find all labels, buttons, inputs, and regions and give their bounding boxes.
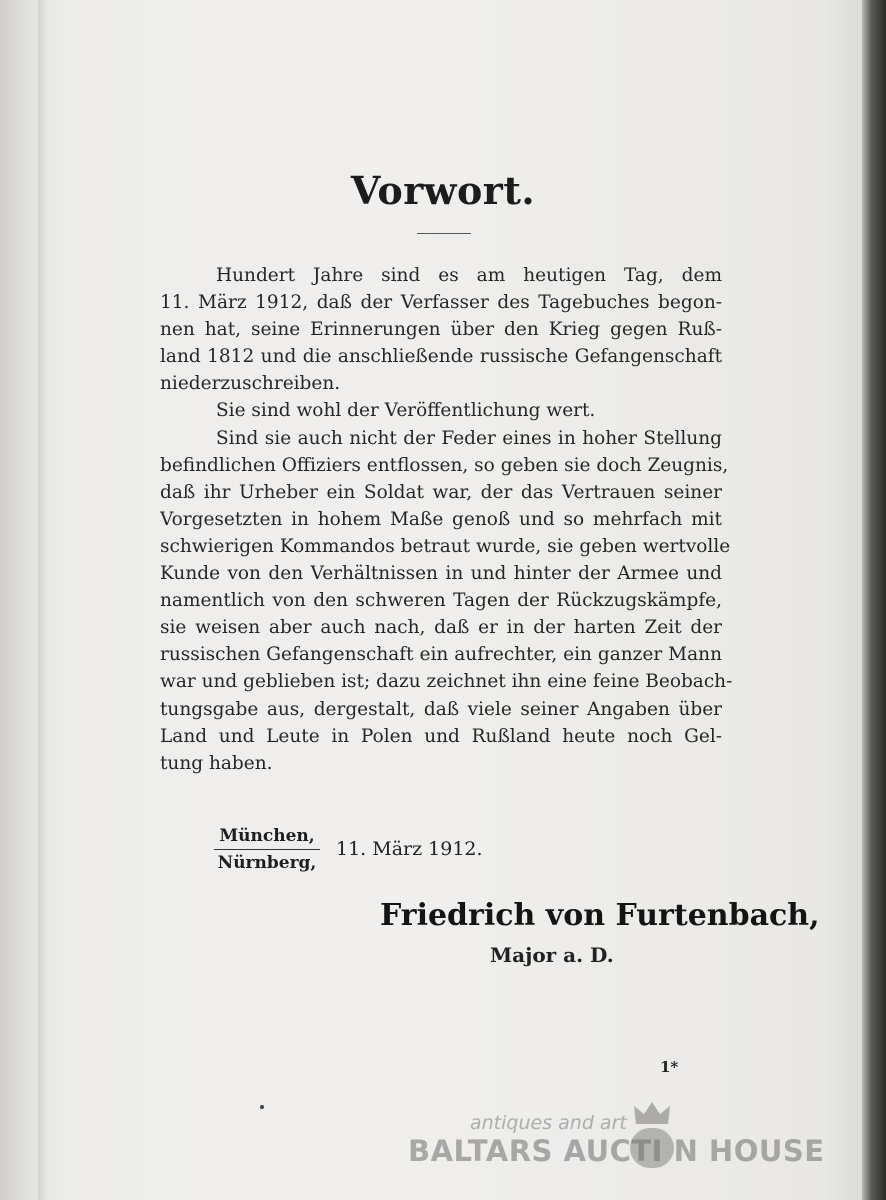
text-line: land 1812 und die anschließende russische Gefangenschaft bbox=[160, 346, 722, 368]
author-name: Friedrich von Furtenbach, bbox=[380, 898, 820, 933]
page-title: Vorwort. bbox=[350, 168, 536, 213]
watermark-tagline: antiques and art bbox=[470, 1112, 627, 1134]
watermark-brand: BALTARS AUCTI N HOUSE bbox=[408, 1134, 825, 1168]
text-line: niederzuschreiben. bbox=[160, 373, 341, 395]
crown-icon bbox=[632, 1100, 672, 1130]
text-line: nen hat, seine Erinnerungen über den Krieg gegen Ruß- bbox=[160, 319, 722, 341]
text-line: Kunde von den Verhältnissen in und hinter der Armee und bbox=[160, 563, 722, 585]
text-line: sie weisen aber auch nach, daß er in der harten Zeit der bbox=[160, 617, 722, 639]
text-line: namentlich von den schweren Tagen der Rückzugskämpfe, bbox=[160, 590, 722, 612]
text-line: war und geblieben ist; dazu zeichnet ihn eine feine Beobach- bbox=[160, 671, 733, 693]
text-line: daß ihr Urheber ein Soldat war, der das Vertrauen seiner bbox=[160, 481, 722, 503]
text-line: Vorgesetzten in hohem Maße genoß und so mehrfach mit bbox=[160, 508, 722, 530]
text-line: russischen Gefangenschaft ein aufrechter, ein ganzer Mann bbox=[160, 644, 722, 666]
text-line: 11. März 1912, daß der Verfasser des Tagebuches begon- bbox=[160, 292, 722, 314]
book-cover-edge bbox=[862, 0, 886, 1200]
text-line: befindlichen Offiziers entflossen, so geben sie doch Zeugnis, bbox=[160, 454, 729, 476]
text-line: tung haben. bbox=[160, 752, 273, 774]
text-line: Sind sie auch nicht der Feder eines in hoher Stellung bbox=[216, 427, 722, 449]
title-rule bbox=[417, 233, 471, 234]
ink-speck bbox=[260, 1105, 264, 1109]
text-line: tungsgabe aus, dergestalt, daß viele seiner Angaben über bbox=[160, 698, 722, 720]
preface-body bbox=[160, 262, 733, 777]
place-nuremberg: Nürnberg, bbox=[217, 853, 317, 873]
place-munich: München, bbox=[219, 826, 315, 846]
place-block bbox=[208, 823, 326, 876]
text-line: Land und Leute in Polen und Rußland heute noch Gel- bbox=[160, 725, 722, 747]
text-line: Hundert Jahre sind es am heutigen Tag, dem bbox=[216, 265, 722, 286]
text-line: schwierigen Kommandos betraut wurde, sie geben wertvolle bbox=[160, 535, 731, 557]
text-line: Sie sind wohl der Veröffentlichung wert. bbox=[216, 400, 596, 422]
page-signature-mark: 1* bbox=[660, 1058, 679, 1076]
page-gutter-shadow bbox=[38, 0, 48, 1200]
date-line: 11. März 1912. bbox=[336, 838, 483, 860]
author-rank: Major a. D. bbox=[490, 943, 614, 967]
